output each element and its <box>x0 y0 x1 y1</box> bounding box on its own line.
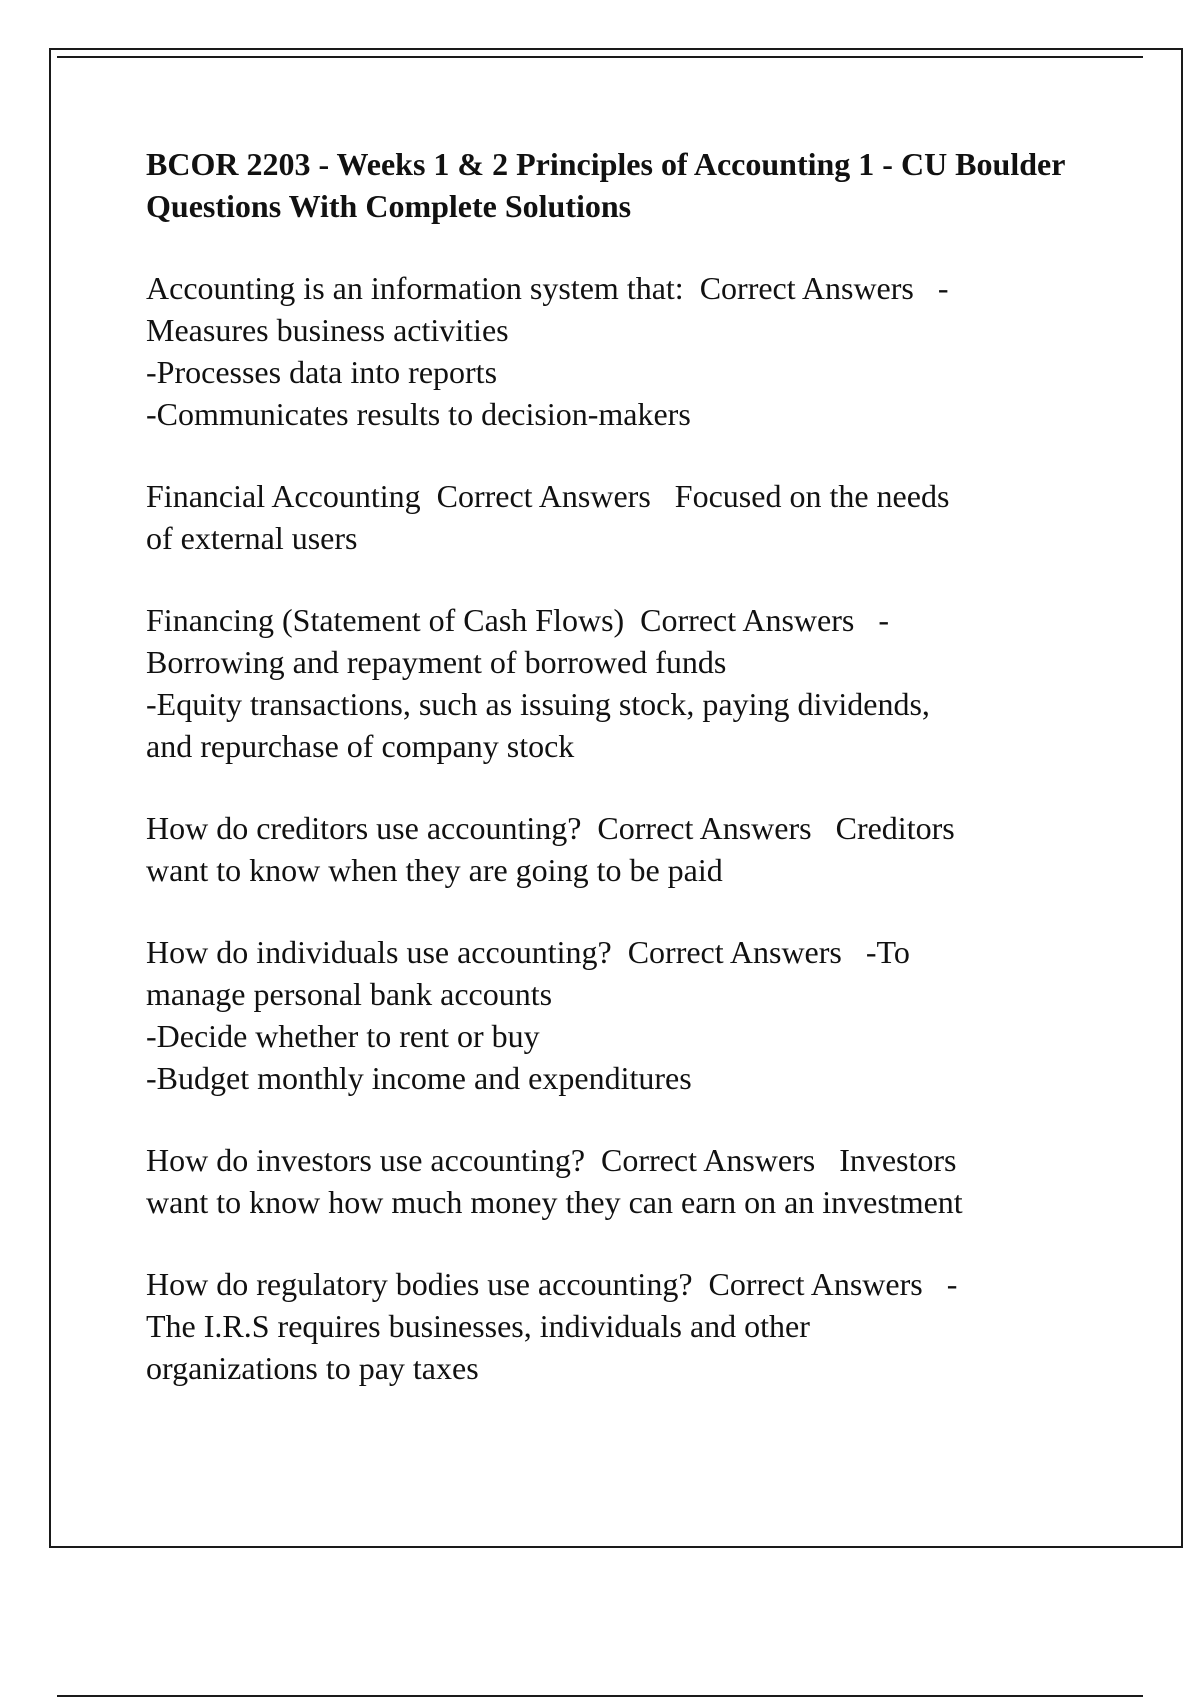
top-rule <box>57 56 1143 58</box>
document-content <box>146 143 1096 1429</box>
qa-entry-financing: Financing (Statement of Cash Flows) Correct Answers - Borrowing and repayment of borrowed funds -Equity transactions, such as issuing stock, paying dividends, and repurchase of company stock <box>146 602 930 764</box>
qa-entry-regulatory-bodies: How do regulatory bodies use accounting? Correct Answers - The I.R.S requires businesses, individuals and other organizations to pay taxes <box>146 1266 958 1386</box>
qa-entry-creditors: How do creditors use accounting? Correct Answers Creditors want to know when they are going to be paid <box>146 810 955 888</box>
qa-entry-financial-accounting: Financial Accounting Correct Answers Focused on the needs of external users <box>146 478 950 556</box>
document-title: BCOR 2203 - Weeks 1 & 2 Principles of Accounting 1 - CU Boulder Questions With Complete Solutions <box>146 146 1065 224</box>
qa-entry-individuals: How do individuals use accounting? Correct Answers -To manage personal bank accounts -Decide whether to rent or buy -Budget monthly income and expenditures <box>146 934 910 1096</box>
qa-entry-investors: How do investors use accounting? Correct Answers Investors want to know how much money they can earn on an investment <box>146 1142 963 1220</box>
qa-entry-accounting-definition: Accounting is an information system that: Correct Answers - Measures business activities -Processes data into reports -Communicates results to decision-makers <box>146 270 949 432</box>
bottom-rule <box>57 1695 1143 1697</box>
